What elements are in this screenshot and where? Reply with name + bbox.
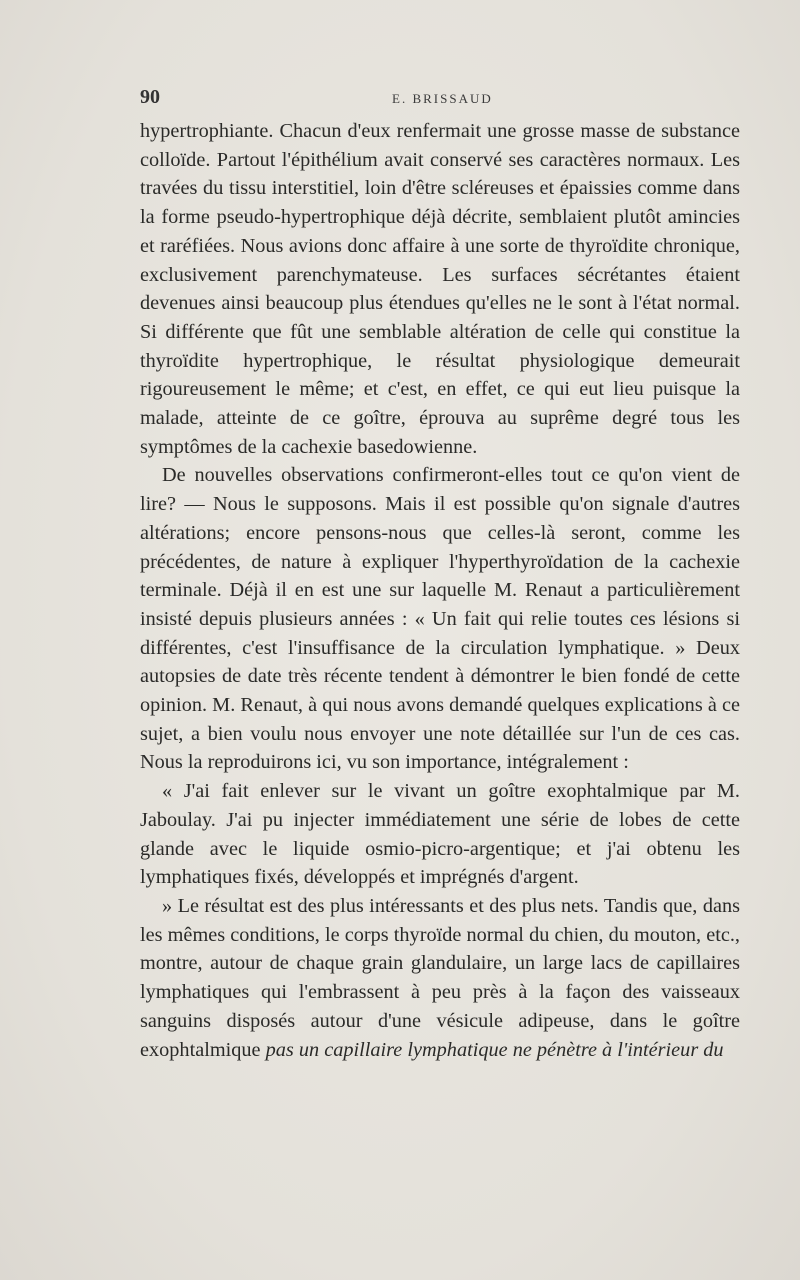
running-head: E. BRISSAUD <box>392 91 493 106</box>
paragraph-3-quote: « J'ai fait enlever sur le vivant un goître exophtalmique par M. Jaboulay. J'ai pu injecter immédiatement une série de lobes de cette glande avec le liquide osmio-picro-argentique; et j'ai obtenu les lymphatiques fixés, développés et imprégnés d'argent. <box>140 780 740 889</box>
page-number: 90 <box>140 86 160 108</box>
page-header <box>140 86 740 116</box>
paragraph-4-text: » Le résultat est des plus intéressants et des plus nets. Tandis que, dans les mêmes conditions, le corps thyroïde normal du chien, du mouton, etc., montre, autour de chaque grain glandulaire, un large lacs de capillaires lymphatiques qui l'embrassent à peu près à la façon des vaisseaux sanguins disposés autour d'une vésicule adipeuse, dans le goître exophtalmique <box>140 894 740 1061</box>
paragraph-1: hypertrophiante. Chacun d'eux renfermait une grosse masse de substance colloïde. Partout l'épithélium avait conservé ses caractères normaux. Les travées du tissu interstitiel, loin d'être scléreuses et épaissies comme dans la forme pseudo-hypertrophique déjà décrite, semblaient plutôt amincies et raréfiées. Nous avions donc affaire à une sorte de thyroïdite chronique, exclusivement parenchymateuse. Les surfaces sécrétantes étaient devenues ainsi beaucoup plus étendues qu'elles ne le sont à l'état normal. Si différente que fût une semblable altération de celle qui constitue la thyroïdite hypertrophique, le résultat physiologique demeurait rigoureusement le même; et c'est, en effet, ce qui eut lieu puisque la malade, atteinte de ce goître, éprouva au suprême degré tous les symptômes de la cachexie basedowienne. <box>140 120 740 458</box>
body-text <box>140 117 740 1064</box>
paragraph-4-quote <box>140 892 740 1064</box>
paragraph-2: De nouvelles observations confirmeront-elles tout ce qu'on vient de lire? — Nous le supposons. Mais il est possible qu'on signale d'autres altérations; encore pensons-nous que celles-là seront, comme les précédentes, de nature à expliquer l'hyperthyroïdation de la cachexie terminale. Déjà il en est une sur laquelle M. Renaut a particulièrement insisté depuis plusieurs années : « Un fait qui relie toutes ces lésions si différentes, c'est l'insuffisance de la circulation lymphatique. » Deux autopsies de date très récente tendent à démontrer le bien fondé de cette opinion. M. Renaut, à qui nous avons demandé quelques explications à ce sujet, a bien voulu nous envoyer une note détaillée sur l'un de ces cas. Nous la reproduirons ici, vu son importance, intégralement : <box>140 464 740 774</box>
italic-emphasis: pas un capillaire lymphatique ne pénètre à l'intérieur du <box>265 1038 724 1061</box>
